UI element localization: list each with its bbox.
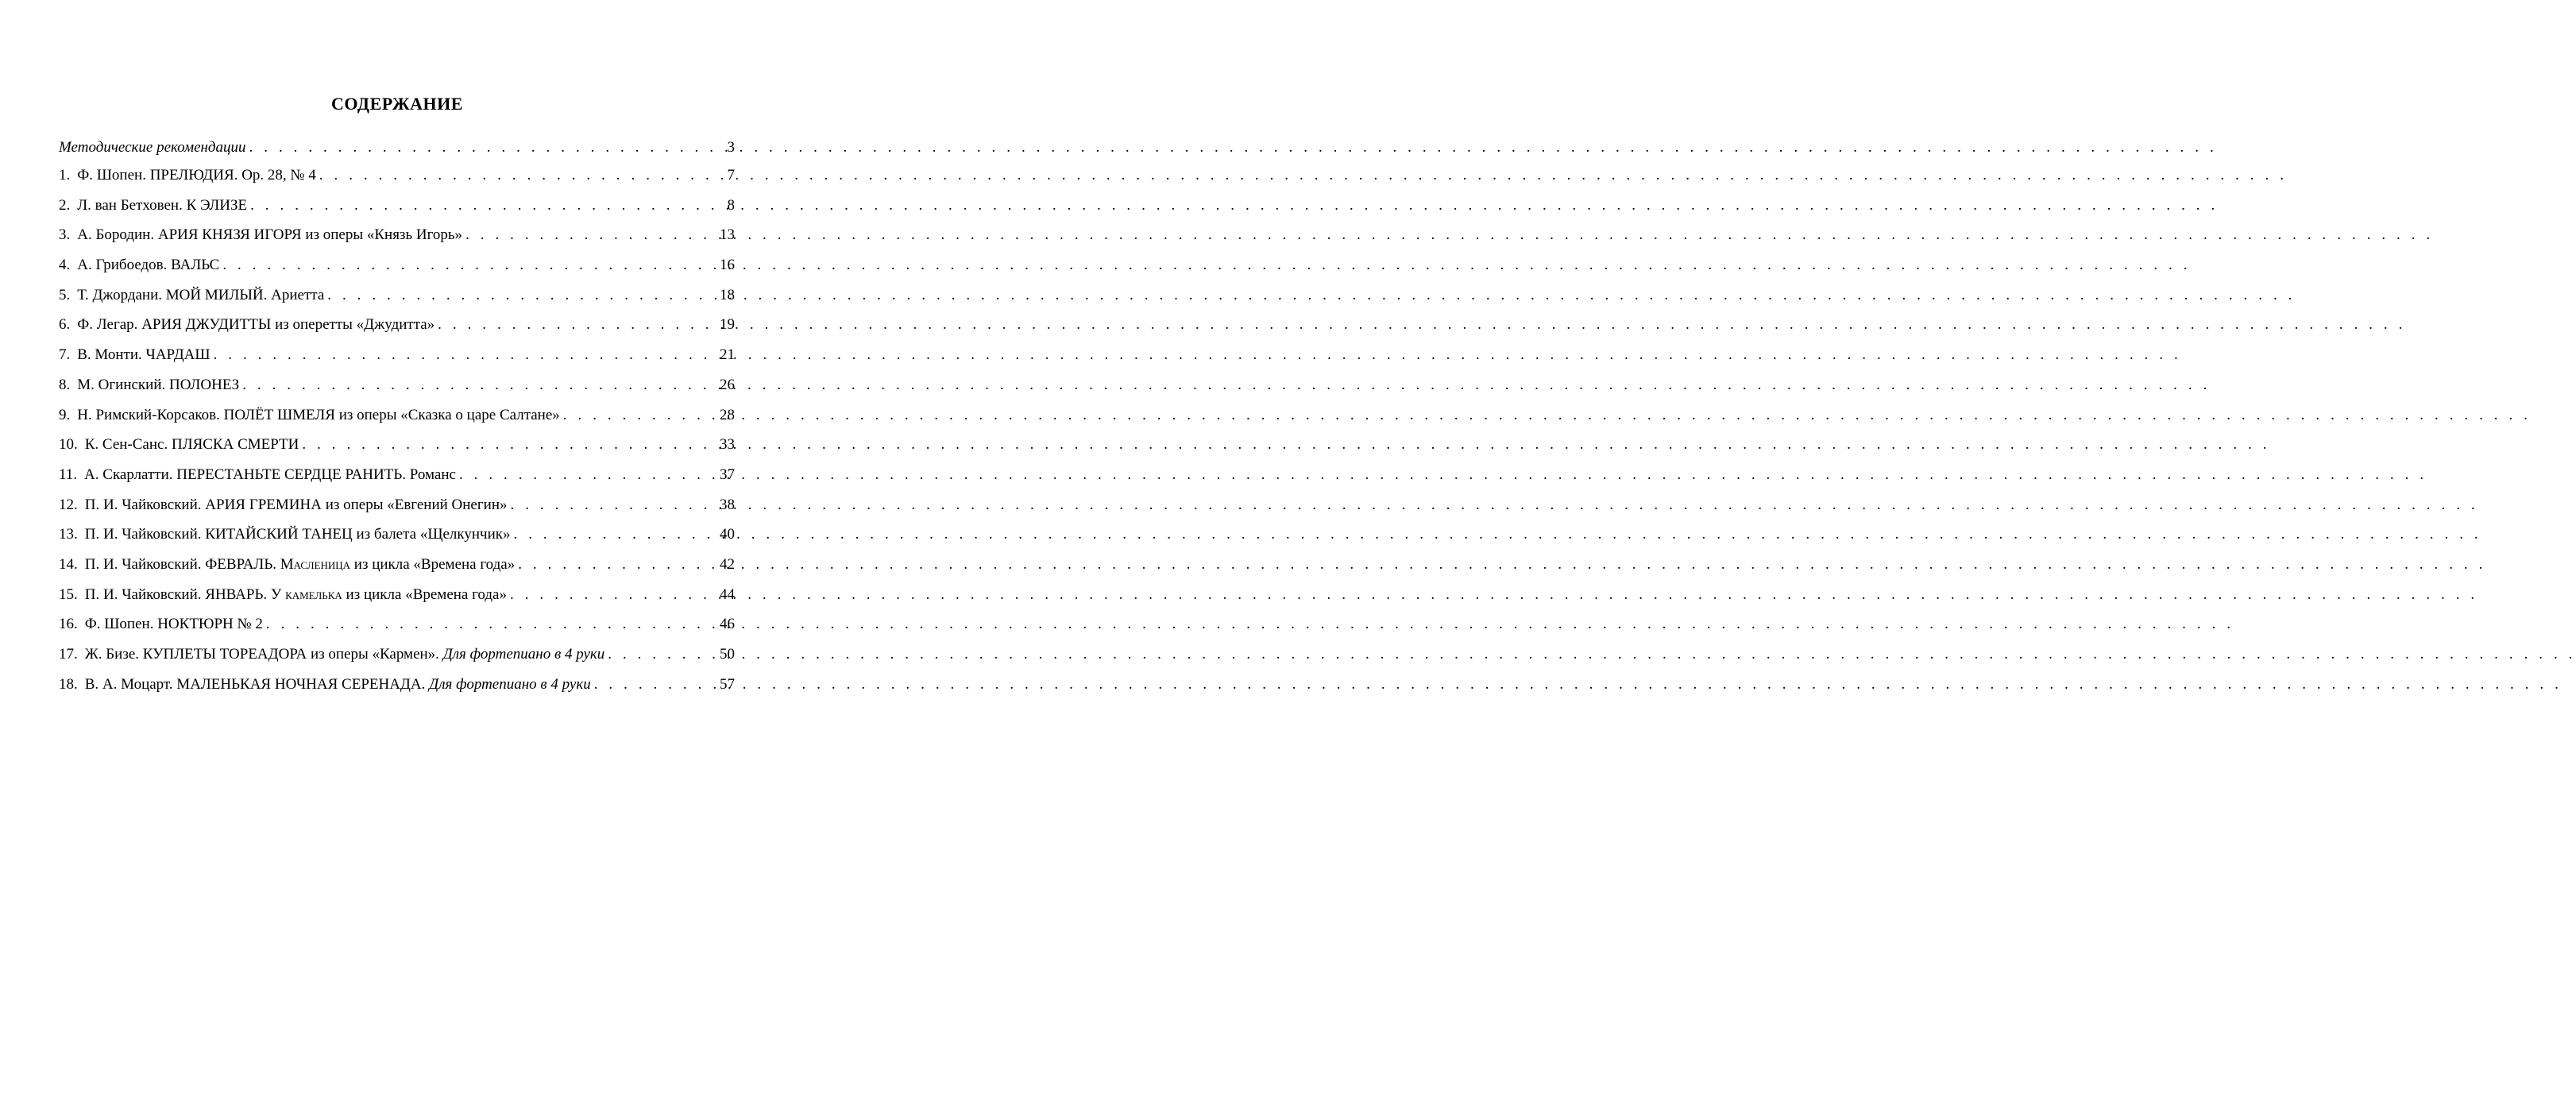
toc-entry-text: ЯНВАРЬ bbox=[205, 585, 264, 603]
toc-entry-text: К. Сен-Санс. bbox=[84, 436, 172, 454]
toc-entry-number: 2. bbox=[59, 196, 71, 214]
toc-entry-number: 11. bbox=[59, 466, 78, 483]
toc-entry-page-number: 19 bbox=[720, 316, 735, 334]
toc-entry[interactable] bbox=[59, 524, 735, 554]
toc-entry[interactable] bbox=[59, 613, 735, 643]
toc-entry-page-number: 57 bbox=[720, 675, 735, 693]
toc-entry-page-number: 50 bbox=[720, 646, 735, 663]
toc-entry-text: из цикла «Времена года» bbox=[350, 555, 516, 573]
dot-leader bbox=[302, 434, 715, 456]
toc-entry-label bbox=[59, 314, 434, 336]
toc-entry-label bbox=[59, 374, 239, 396]
toc-entry[interactable] bbox=[59, 584, 735, 614]
toc-entry-page-number: 7 bbox=[727, 167, 735, 184]
toc-entry-label bbox=[59, 494, 508, 516]
toc-entry-text: МОЙ МИЛЫЙ bbox=[165, 286, 264, 303]
dot-leader bbox=[214, 344, 715, 366]
toc-entry-text: . bbox=[272, 555, 280, 573]
toc-entry-text: Ж. Бизе. bbox=[84, 646, 143, 663]
dot-leader bbox=[459, 464, 715, 486]
toc-entry-number: 4. bbox=[59, 257, 71, 274]
dot-leader bbox=[438, 314, 715, 336]
toc-entry[interactable] bbox=[59, 224, 735, 254]
toc-entry-text: Методические рекомендации bbox=[59, 139, 246, 156]
toc-entry-text: М. Огинский. bbox=[77, 376, 169, 393]
toc-entry-number: 15. bbox=[59, 585, 78, 603]
toc-entry-label bbox=[59, 404, 560, 427]
toc-entry-label bbox=[59, 224, 462, 246]
toc-entry-number: 9. bbox=[59, 406, 71, 423]
toc-entry-label bbox=[59, 613, 263, 636]
toc-entry-page-number: 42 bbox=[720, 555, 735, 573]
toc-entry-page-number: 16 bbox=[720, 257, 735, 274]
toc-entry-page-number: 26 bbox=[720, 376, 735, 393]
toc-entry-text: Для фортепиано в 4 руки bbox=[442, 646, 605, 663]
toc-entry[interactable] bbox=[59, 254, 735, 284]
dot-leader bbox=[608, 643, 715, 666]
toc-entry-text: МАЛЕНЬКАЯ НОЧНАЯ СЕРЕНАДА bbox=[176, 675, 422, 693]
dot-leader bbox=[563, 404, 715, 427]
toc-entry-text: . Op. 28, № 4 bbox=[234, 167, 316, 184]
toc-entry-text: К ЭЛИЗЕ bbox=[186, 196, 248, 214]
dot-leader bbox=[266, 613, 715, 636]
toc-entry-label bbox=[59, 524, 511, 546]
toc-entry-label bbox=[59, 195, 247, 217]
toc-entry-number: 13. bbox=[59, 526, 78, 543]
dot-leader bbox=[465, 224, 715, 246]
toc-entry[interactable] bbox=[59, 643, 735, 674]
page-title: СОДЕРЖАНИЕ bbox=[331, 94, 463, 114]
dot-leader bbox=[319, 164, 722, 187]
toc-entry-page-number: 38 bbox=[720, 496, 735, 513]
toc-entry-text: В. А. Моцарт. bbox=[84, 675, 177, 693]
toc-entry-text: ПОЛОНЕЗ bbox=[169, 376, 240, 393]
toc-entry-text: ПРЕЛЮДИЯ bbox=[149, 167, 234, 184]
toc-entry-text: П. И. Чайковский. bbox=[84, 526, 206, 543]
toc-entry-page-number: 21 bbox=[720, 346, 735, 364]
toc-entry-label bbox=[59, 284, 324, 307]
toc-entry-text: ПЕРЕСТАНЬТЕ СЕРДЦЕ РАНИТЬ bbox=[176, 466, 403, 483]
dot-leader bbox=[249, 137, 722, 159]
toc-entry-number: 17. bbox=[59, 646, 78, 663]
toc-entry-text: АРИЯ ГРЕМИНА bbox=[205, 496, 322, 513]
toc-entry-label bbox=[59, 674, 591, 696]
toc-entry-number: 16. bbox=[59, 616, 78, 633]
toc-entry-text: В. Монти. bbox=[77, 346, 146, 364]
dot-leader bbox=[327, 284, 715, 307]
toc-entry-text: КУПЛЕТЫ ТОРЕАДОРА bbox=[142, 646, 307, 663]
dot-leader bbox=[510, 584, 715, 606]
toc-entry-text: из оперы «Князь Игорь» bbox=[301, 226, 463, 244]
toc-entry-text: ПЛЯСКА СМЕРТИ bbox=[171, 436, 299, 454]
toc-entry-text: из оперы «Евгений Онегин» bbox=[321, 496, 508, 513]
toc-entry-label bbox=[59, 554, 515, 576]
toc-entry-text: Л. ван Бетховен. bbox=[77, 196, 187, 214]
toc-entry-text: АРИЯ КНЯЗЯ ИГОРЯ bbox=[157, 226, 302, 244]
toc-entry-text: . У bbox=[263, 585, 286, 603]
toc-entry-label bbox=[59, 584, 507, 606]
toc-entry-number: 14. bbox=[59, 555, 78, 573]
toc-entry-page-number: 8 bbox=[727, 196, 735, 214]
toc-entry-label bbox=[59, 164, 316, 187]
toc-entry-label bbox=[59, 464, 456, 486]
toc-entry-number: 7. bbox=[59, 346, 71, 364]
toc-entry-page-number: 33 bbox=[720, 436, 735, 454]
toc-entry-text: П. И. Чайковский. bbox=[84, 555, 206, 573]
toc-entry-page-number: 18 bbox=[720, 286, 735, 303]
toc-entry-number: 3. bbox=[59, 226, 71, 244]
toc-entry-text: П. И. Чайковский. bbox=[84, 585, 206, 603]
toc-entry[interactable] bbox=[59, 464, 735, 494]
toc-entry-text: . Романс bbox=[402, 466, 456, 483]
dot-leader bbox=[511, 494, 716, 516]
toc-entry-label bbox=[59, 434, 299, 456]
toc-entry-text: . Ариетта bbox=[263, 286, 325, 303]
toc-entry-label bbox=[59, 137, 246, 159]
toc-entry[interactable] bbox=[59, 314, 735, 344]
toc-entry-label bbox=[59, 643, 604, 666]
toc-entry-number: 6. bbox=[59, 316, 71, 334]
toc-entry-label bbox=[59, 344, 210, 366]
toc-entry-number: 1. bbox=[59, 167, 71, 184]
toc-entry-text: П. И. Чайковский. bbox=[84, 496, 206, 513]
toc-entry[interactable] bbox=[59, 164, 735, 195]
toc-entry-text: Для фортепиано в 4 руки bbox=[429, 675, 591, 693]
toc-entry-text: из цикла «Времена года» bbox=[342, 585, 507, 603]
toc-entry-page-number: 40 bbox=[720, 526, 735, 543]
toc-entry-text: Ф. Шопен. bbox=[77, 167, 150, 184]
toc-entry-number: 18. bbox=[59, 675, 78, 693]
toc-entry[interactable] bbox=[59, 554, 735, 584]
toc-entry[interactable] bbox=[59, 434, 735, 464]
toc-entry-text: из оперы «Сказка о царе Салтане» bbox=[334, 406, 560, 423]
toc-entry-text: А. Грибоедов. bbox=[77, 257, 172, 274]
dot-leader bbox=[222, 254, 715, 276]
toc-entry[interactable] bbox=[59, 494, 735, 524]
toc-entry-text: Масленица bbox=[280, 555, 351, 573]
toc-entry-label bbox=[59, 254, 219, 276]
toc-entry-text: Ф. Шопен. bbox=[84, 616, 158, 633]
dot-leader bbox=[514, 524, 716, 546]
toc-entry-text: КИТАЙСКИЙ ТАНЕЦ bbox=[205, 526, 353, 543]
toc-entry-text: Ф. Легар. bbox=[77, 316, 142, 334]
toc-entry-page-number: 44 bbox=[720, 585, 735, 603]
toc-entry[interactable] bbox=[59, 344, 735, 374]
toc-entry-text: ЧАРДАШ bbox=[145, 346, 210, 364]
toc-entry-page-number: 13 bbox=[720, 226, 735, 244]
toc-entry-text: А. Бородин. bbox=[77, 226, 158, 244]
toc-entry[interactable] bbox=[59, 284, 735, 315]
toc-entry-number: 12. bbox=[59, 496, 78, 513]
toc-entry[interactable] bbox=[59, 674, 735, 704]
toc-entry-text: А. Скарлатти. bbox=[84, 466, 177, 483]
dot-leader bbox=[518, 554, 715, 576]
toc-entry-page-number: 46 bbox=[720, 616, 735, 633]
toc-entry-number: 10. bbox=[59, 436, 78, 454]
dot-leader bbox=[242, 374, 715, 396]
document-page bbox=[0, 0, 794, 1105]
toc-entry-text: НОКТЮРН № 2 bbox=[157, 616, 263, 633]
toc-entry-text: Т. Джордани. bbox=[77, 286, 166, 303]
toc-entry-text: камелька bbox=[285, 585, 342, 603]
toc-entry-text: ВАЛЬС bbox=[171, 257, 220, 274]
toc-entry[interactable] bbox=[59, 404, 735, 435]
toc-entry-text: из оперы «Кармен». bbox=[307, 646, 443, 663]
toc-entry-text: Н. Римский-Корсаков. bbox=[77, 406, 224, 423]
toc-entry-text: ПОЛЁТ ШМЕЛЯ bbox=[223, 406, 335, 423]
toc-entry[interactable] bbox=[59, 195, 735, 225]
toc-entry[interactable] bbox=[59, 374, 735, 404]
toc-entry-page-number: 37 bbox=[720, 466, 735, 483]
toc-entry-text: . bbox=[421, 675, 430, 693]
toc-entry[interactable] bbox=[59, 137, 735, 164]
toc-entry-text: из оперетты «Джудитта» bbox=[271, 316, 435, 334]
toc-entry-number: 8. bbox=[59, 376, 71, 393]
toc-entry-page-number: 28 bbox=[720, 406, 735, 423]
toc-entry-page-number: 3 bbox=[727, 139, 735, 156]
table-of-contents bbox=[59, 137, 735, 703]
toc-entry-text: ФЕВРАЛЬ bbox=[205, 555, 273, 573]
dot-leader bbox=[250, 195, 722, 217]
toc-entry-text: АРИЯ ДЖУДИТТЫ bbox=[141, 316, 272, 334]
toc-entry-number: 5. bbox=[59, 286, 71, 303]
dot-leader bbox=[594, 674, 715, 696]
toc-entry-text: из балета «Щелкунчик» bbox=[352, 526, 511, 543]
